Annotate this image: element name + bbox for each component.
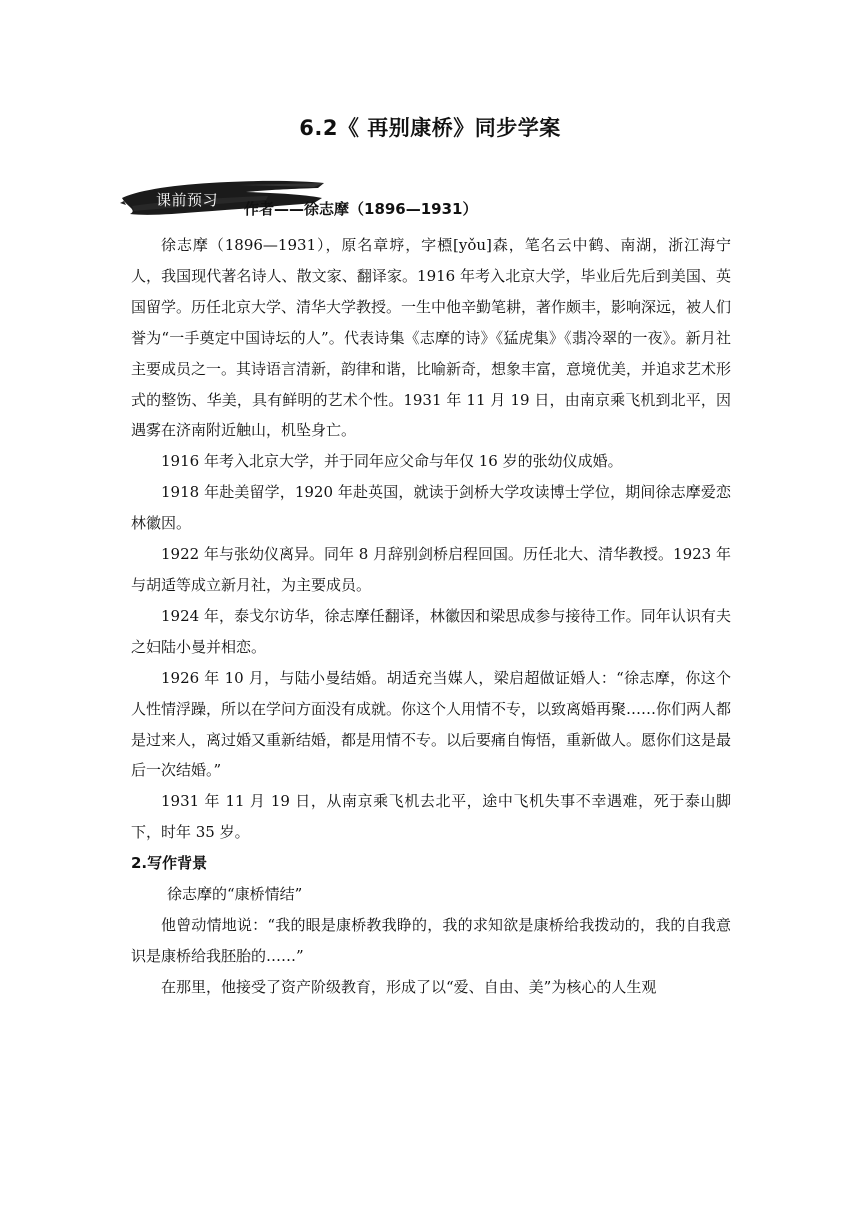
banner-label: 课前预习 (156, 191, 219, 209)
paragraph-1924: 1924 年，泰戈尔访华，徐志摩任翻译，林徽因和梁思成参与接待工作。同年认识有夫之妇陆小曼并相恋。 (131, 606, 731, 656)
paragraph-1918: 1918 年赴美留学，1920 年赴英国，就读于剑桥大学攻读博士学位，期间徐志摩爱恋林徽因。 (131, 483, 731, 533)
paragraph-1922: 1922 年与张幼仪离异。同年 8 月辞别剑桥启程回国。历任北大、清华教授。1923 年与胡适等成立新月社，为主要成员。 (131, 545, 731, 594)
document-title: 6.2《 再别康桥》同步学案 (299, 116, 561, 140)
document-body (131, 230, 731, 1003)
paragraph-1916: 1916 年考入北京大学，并于同年应父命与年仅 16 岁的张幼仪成婚。 (161, 452, 623, 471)
paragraph-1926: 1926 年 10 月，与陆小曼结婚。胡适充当媒人，梁启超做证婚人：“徐志摩，你这个人性情浮躁，所以在学问方面没有成就。你这个人用情不专，以致离婚再聚……你们两人都是过来人，离过婚又重新结婚，都是用情不专。以后要痛自悔悟，重新做人。愿你们这是最后一次结婚。” (131, 668, 732, 780)
paragraph-1931: 1931 年 11 月 19 日，从南京乘飞机去北平，途中飞机失事不幸遇难，死于泰山脚下，时年 35 岁。 (131, 792, 731, 842)
paragraph-quote: 他曾动情地说：“我的眼是康桥教我睁的，我的求知欲是康桥给我拨动的，我的自我意识是康桥给我胚胎的……” (131, 915, 731, 965)
section-subtitle: 徐志摩的“康桥情结” (167, 885, 303, 904)
paragraph-worldview: 在那里，他接受了资产阶级教育，形成了以“爱、自由、美”为核心的人生观 (161, 977, 657, 996)
section-heading-background: 2.写作背景 (131, 854, 208, 873)
paragraph-biography: 徐志摩（1896—1931），原名章垿，字槱[yǒu]森，笔名云中鹤、南湖，浙江海宁人，我国现代著名诗人、散文家、翻译家。1916 年考入北京大学，毕业后先后到美国、英国留学。历任北京大学、清华大学教授。一生中他辛勤笔耕，著作颇丰，影响深远，被人们誉为“一手奠定中国诗坛的人”。代表诗集《志摩的诗》《猛虎集》《翡冷翠的一夜》。新月社主要成员之一。其诗语言清新，韵律和谐，比喻新奇，想象丰富，意境优美，并追求艺术形式的整饬、华美，具有鲜明的艺术个性。1931 年 11 月 19 日，由南京乘飞机到北平，因遇雾在济南附近触山，机坠身亡。 (131, 236, 732, 440)
author-heading: 作者——徐志摩（1896—1931） (244, 200, 478, 218)
